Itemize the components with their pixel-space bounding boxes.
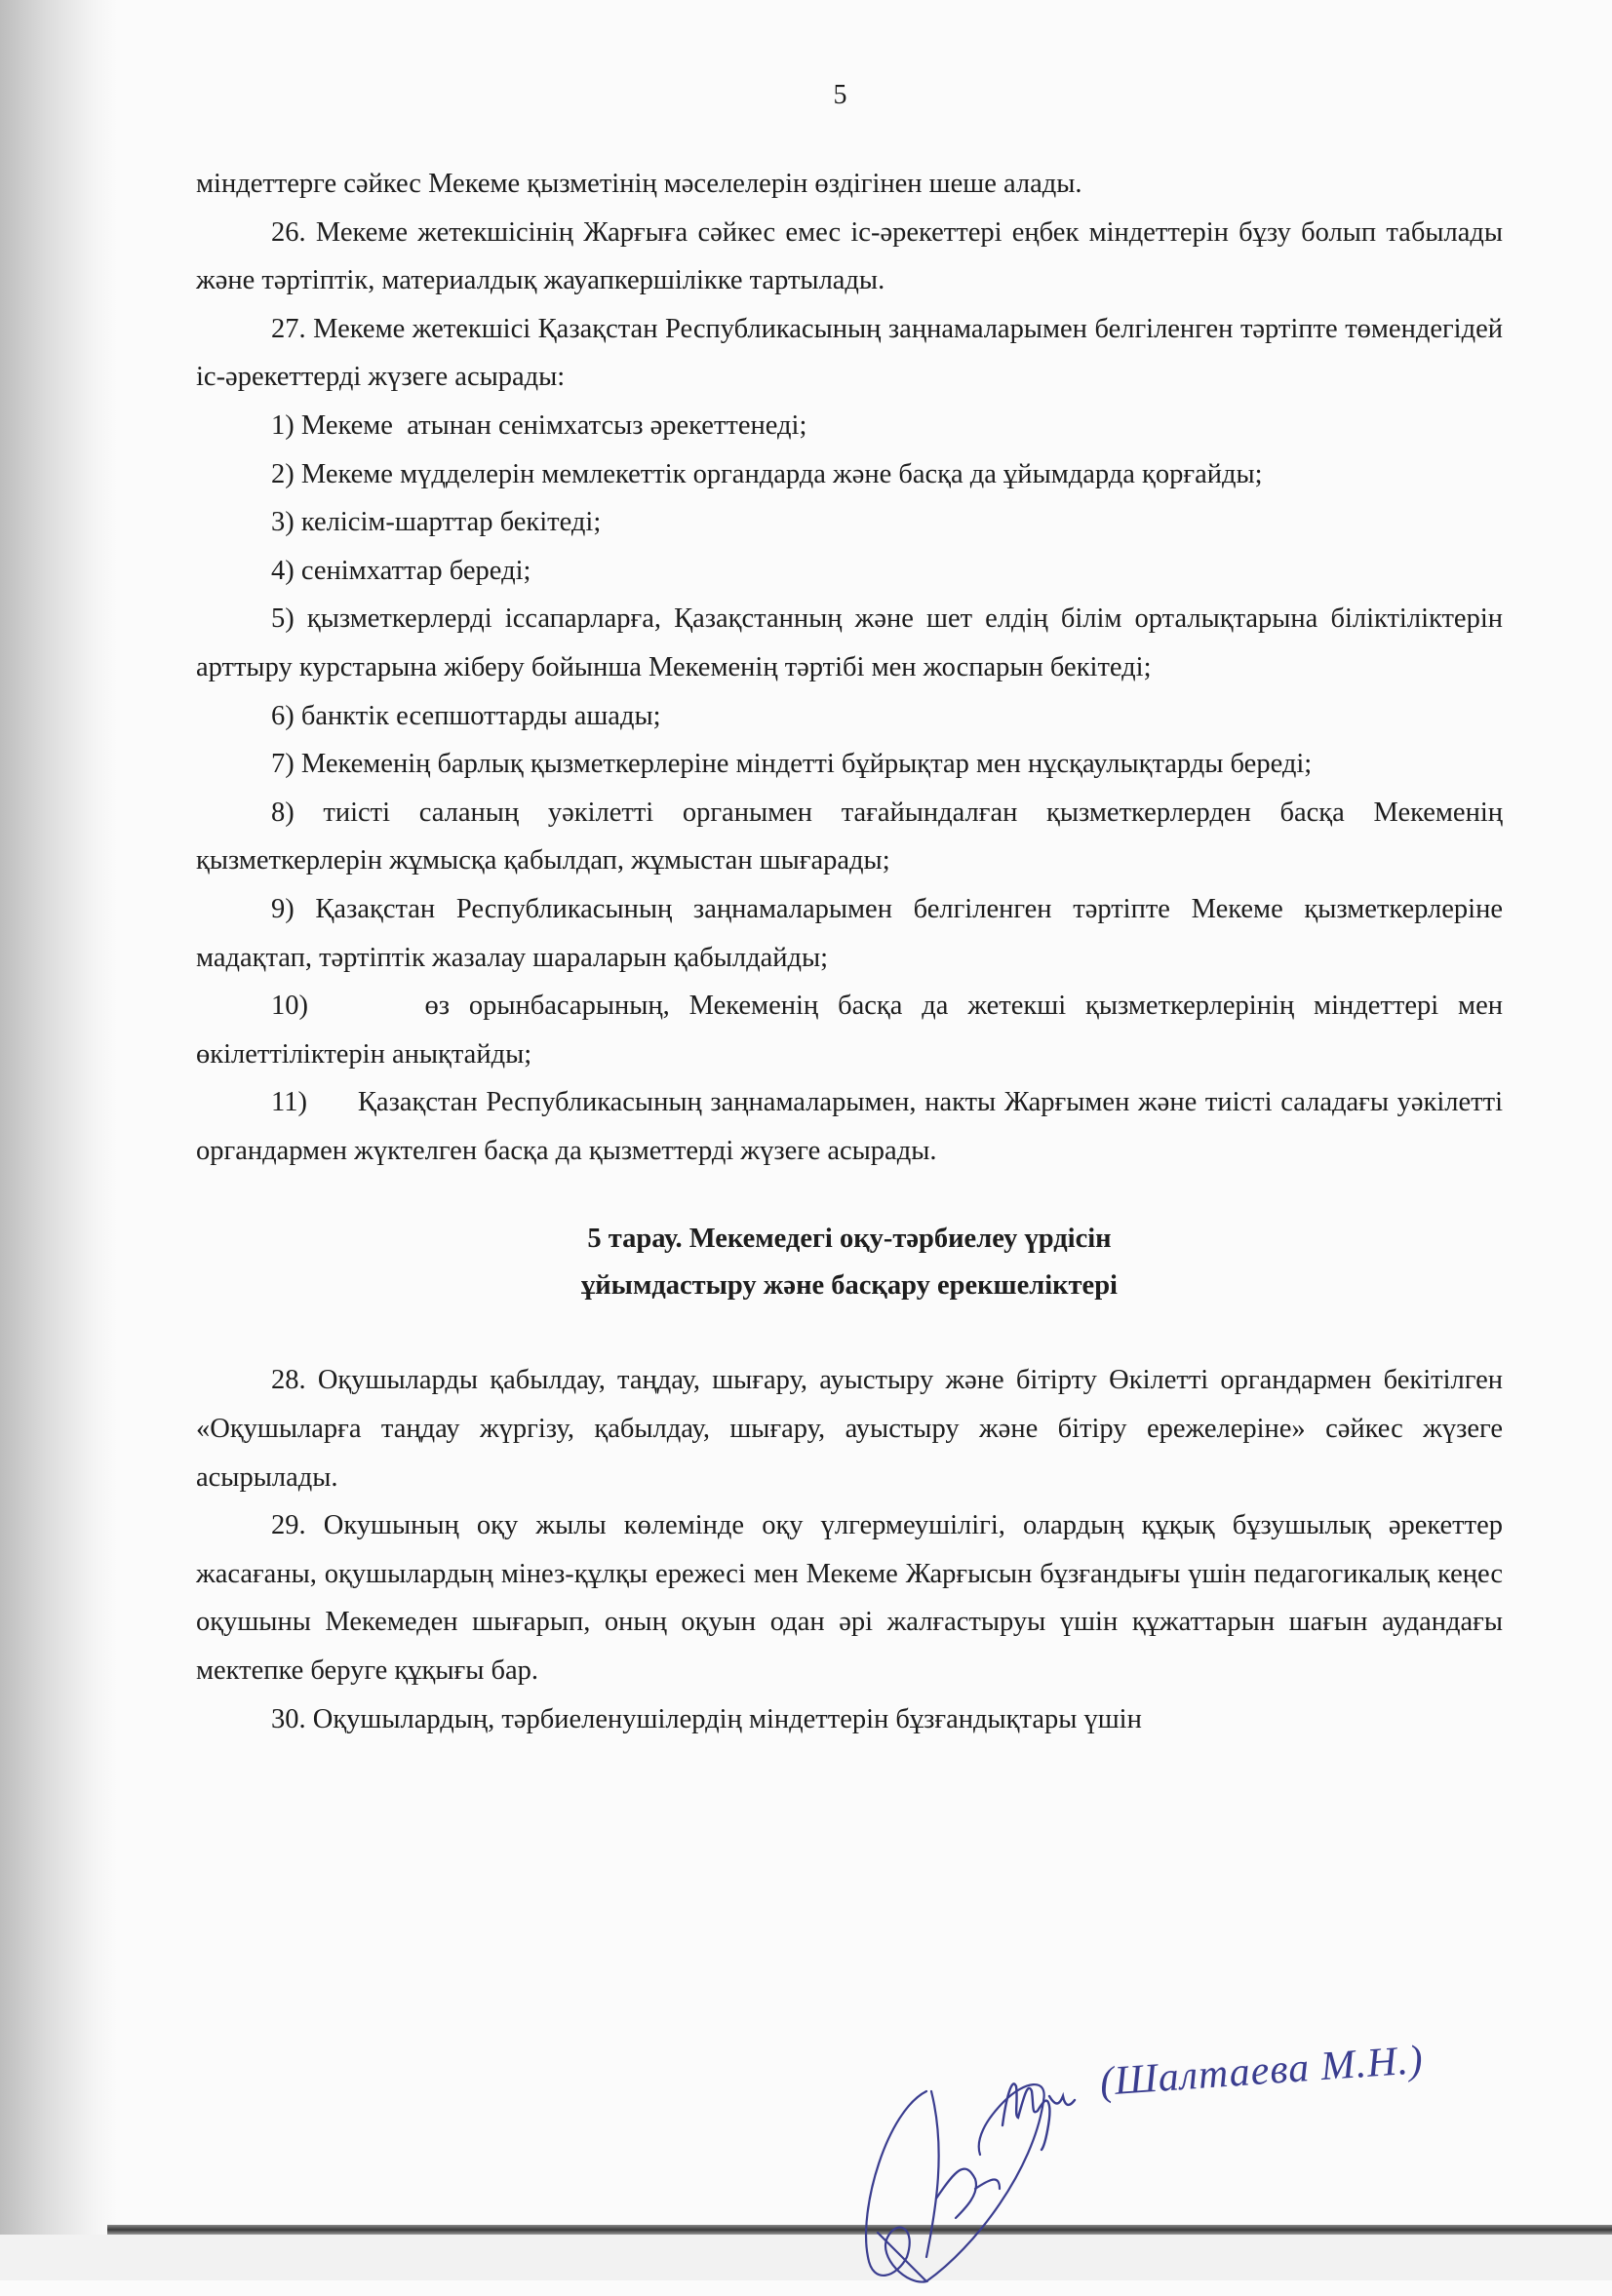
paragraph: міндеттерге сәйкес Мекеме қызметінің мәселелерін өздігінен шеше алады. — [196, 169, 1082, 199]
signature-note-text: Шалтаева М.Н. — [1113, 2038, 1411, 2104]
scan-shadow-left — [0, 0, 117, 2280]
paragraph: 9) Қазақстан Республикасының заңнамаларымен белгіленген тәртіпте Мекеме қызметкерлеріне мадақтап, тәртіптік жазалау шараларын қабылдайды; — [196, 893, 1511, 973]
chapter-heading-line-2: ұйымдастыру және басқару ерекшеліктері — [581, 1270, 1118, 1302]
paragraph: 6) банктік есепшоттарды ашады; — [271, 700, 661, 731]
paragraphs-after — [196, 1356, 1511, 1743]
paragraph: 27. Мекеме жетекшісі Қазақстан Республикасының заңнамаларымен белгіленген тәртіпте төмендегідей іс-әрекеттерді жүзеге асырады: — [196, 313, 1511, 393]
paragraph: 7) Мекеменің барлық қызметкерлеріне міндетті бұйрықтар мен нұсқаулықтарды береді; — [271, 749, 1313, 780]
paragraph: 5) қызметкерлерді іссапарларға, Қазақстанның және шет елдің білім орталықтарына біліктіліктерін арттыру курстарына жіберу бойынша Мекеменің тәртібі мен жоспарын бекітеді; — [196, 603, 1511, 682]
page-number: 5 — [833, 80, 847, 110]
signature-handwritten-note — [1098, 2037, 1425, 2106]
chapter-heading-line-1: 5 тарау. Мекемедегі оқу-тәрбиелеу үрдісін — [587, 1224, 1112, 1255]
document-body — [196, 160, 1511, 1743]
scan-background — [0, 2235, 1612, 2280]
paragraph: 3) келісім-шарттар бекітеді; — [271, 507, 602, 538]
paragraph: 10) өз орынбасарының, Мекеменің басқа да жетекші қызметкерлерінің міндеттері мен өкілеттіліктерін анықтайды; — [196, 991, 1511, 1070]
paragraph: 29. Окушының оқу жылы көлемінде оқу үлгермеушілігі, олардың құқық бұзушылық әрекеттер жасағаны, оқушылардың мінез-құлқы ережесі мен Мекеме Жарғысын бұзғандығы үшін педагогикалық кеңес оқушыны Мекемеден шығарып, оның оқуын одан әрі жалғастыруы үшін құжаттарын шағын аудандағы мектепке беруге құқығы бар. — [196, 1510, 1511, 1687]
paragraph: 30. Оқушылардың, тәрбиеленушілердің міндеттерін бұзғандықтары үшін — [271, 1703, 1142, 1734]
paragraph: 26. Мекеме жетекшісінің Жарғыға сәйкес емес іс-әрекеттері еңбек міндеттерін бұзу болып табылады және тәртіптік, материалдық жауапкершілікке тартылады. — [196, 216, 1511, 296]
paragraph: 4) сенімхаттар береді; — [271, 555, 531, 586]
paren-close: ) — [1406, 2037, 1426, 2083]
paren-open: ( — [1098, 2059, 1117, 2105]
paragraph: 28. Оқушыларды қабылдау, таңдау, шығару, ауыстыру және бітірту Өкілетті органдармен бекітілген «Оқушыларға таңдау жүргізу, қабылдау, шығару, ауыстыру және бітіру ережелеріне» сәйкес жүзеге асырылады. — [196, 1365, 1511, 1493]
paragraph: 8) тиісті саланың уәкілетті органымен тағайындалған қызметкерлерден басқа Мекеменің қызметкерлерін жұмысқа қабылдап, жұмыстан шығарады; — [196, 797, 1511, 876]
paragraph: 11) Қазақстан Республикасының заңнамаларымен, накты Жарғымен және тиісті саладағы уәкілетті органдармен жүктелген басқа да қызметтерді жүзеге асырады. — [196, 1087, 1511, 1166]
chapter-heading — [196, 1216, 1503, 1309]
paragraph: 2) Мекеме мүдделерін мемлекеттік органдарда және басқа да ұйымдарда қорғайды; — [271, 458, 1263, 489]
signature-scrawl — [819, 2062, 1063, 2296]
paragraphs-before — [196, 160, 1511, 1175]
paragraph: 1) Мекеме атынан сенімхатсыз әрекеттенеді; — [271, 409, 807, 441]
